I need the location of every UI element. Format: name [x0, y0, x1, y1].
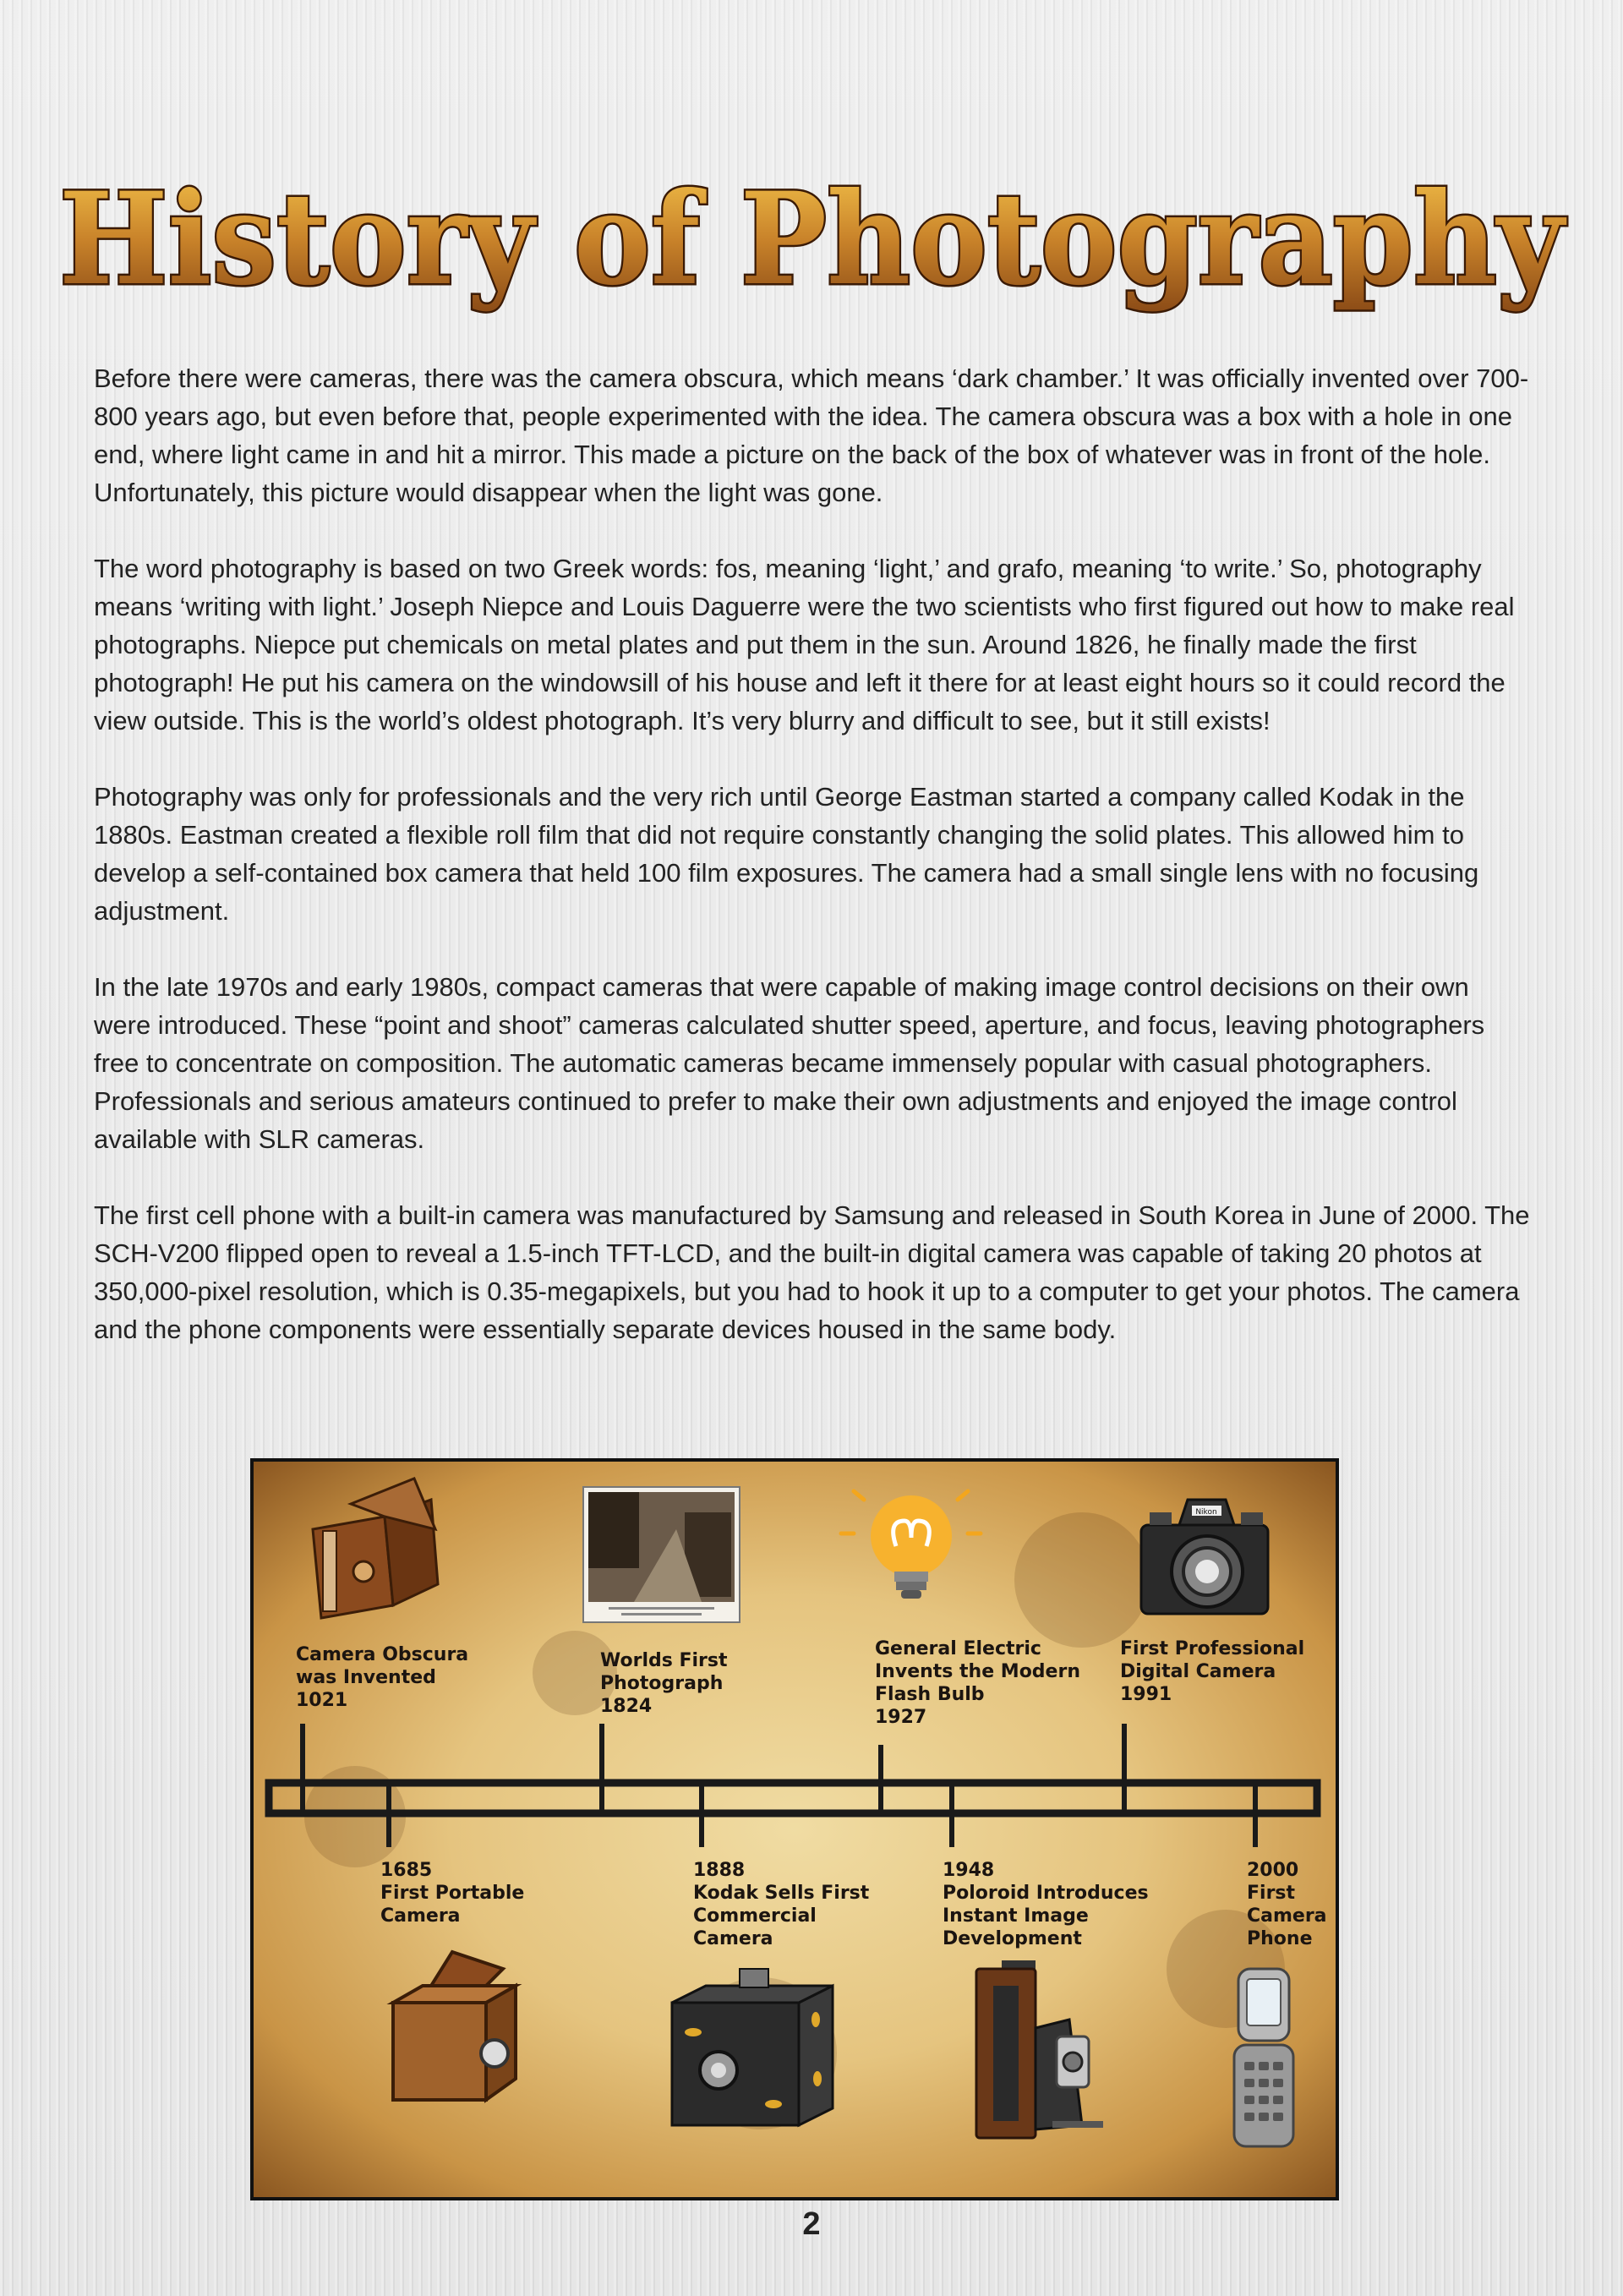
timeline-event-portable-camera: 1685 First Portable Camera [380, 1860, 525, 1927]
timeline-infographic [250, 1458, 1339, 2200]
camera-brand-label: Nikon [1195, 1508, 1217, 1517]
timeline-graphic [254, 1462, 1336, 2197]
article-body [94, 359, 1531, 1386]
paragraph-kodak: Photography was only for professionals and the very rich until George Eastman started a company called Kodak in the 1880s. Eastman created a flexible roll film that did not require constantly changing the solid plates. This allowed him to develop a self-contained box camera that held 100 film exposures. The camera had a small single lens with no focusing adjustment. [94, 782, 1479, 926]
timeline-ticks-above [303, 1724, 1124, 1815]
timeline-event-flash-bulb: General Electric Invents the Modern Flash Bulb 1927 [875, 1638, 1080, 1728]
first-photograph-image [583, 1487, 740, 1622]
timeline-event-polaroid: 1948 Poloroid Introduces Instant Image Development [943, 1860, 1149, 1949]
paragraph-point-and-shoot: In the late 1970s and early 1980s, compact cameras that were capable of making image control decisions on their own were introduced. These “point and shoot” cameras calculated shutter speed, aperture, and focus, leaving photographers free to concentrate on composition. The automatic cameras became immensely popular with casual photographers. Professionals and serious amateurs continued to prefer to make their own adjustments and enjoyed the image control available with SLR cameras. [94, 972, 1485, 1154]
nikon-camera-icon [1141, 1500, 1268, 1614]
timeline-event-kodak: 1888 Kodak Sells First Commercial Camera [693, 1860, 870, 1949]
paragraph-camera-phone: The first cell phone with a built-in camera was manufactured by Samsung and released in South Korea in June of 2000. The SCH-V200 flipped open to reveal a 1.5-inch TFT-LCD, and the built-in digital camera was capable of taking 20 photos at 350,000-pixel resolution, which is 0.35-megapixels, but you had to hook it up to a computer to get your photos. The camera and the phone components were essentially separate devices housed in the same body. [94, 1200, 1530, 1344]
timeline-event-first-photograph: Worlds First Photograph 1824 [600, 1650, 728, 1717]
timeline-bar [269, 1783, 1317, 1813]
flip-phone-icon [1234, 1969, 1293, 2146]
page-number: 2 [802, 2206, 821, 2242]
page-title [42, 144, 1581, 338]
timeline-event-camera-phone: 2000 First Camera Phone [1247, 1860, 1327, 1949]
timeline-event-camera-obscura: Camera Obscura was Invented 1021 [296, 1644, 469, 1711]
camera-obscura-icon [313, 1479, 438, 1618]
paragraph-photography-origin: The word photography is based on two Greek words: fos, meaning ‘light,’ and grafo, meaning ‘to write.’ So, photography means ‘writing with light.’ Joseph Niepce and Louis Daguerre were the two scientists who first figured out how to make real photographs. Niepce put chemicals on metal plates and put them in the sun. Around 1826, he finally made the first photograph! He put his camera on the windowsill of his house and left it there for at least eight hours so it could record the view outside. This is the world’s oldest photograph. It’s very blurry and difficult to see, but it still exists! [94, 554, 1515, 735]
polaroid-camera-icon [976, 1960, 1103, 2138]
paragraph-camera-obscura: Before there were cameras, there was the camera obscura, which means ‘dark chamber.’ It was officially invented over 700-800 years ago, but even before that, people experimented with the idea. The camera obscura was a box with a hole in one end, where light came in and hit a mirror. This made a picture on the back of the box of whatever was in front of the hole. Unfortunately, this picture would disappear when the light was gone. [94, 364, 1529, 507]
light-bulb-icon [841, 1491, 981, 1599]
timeline-event-digital-camera: First Professional Digital Camera 1991 [1120, 1638, 1305, 1705]
portable-camera-icon [393, 1952, 516, 2100]
page-title-text: History of Photography [59, 165, 1567, 314]
kodak-box-camera-icon [672, 1969, 833, 2125]
